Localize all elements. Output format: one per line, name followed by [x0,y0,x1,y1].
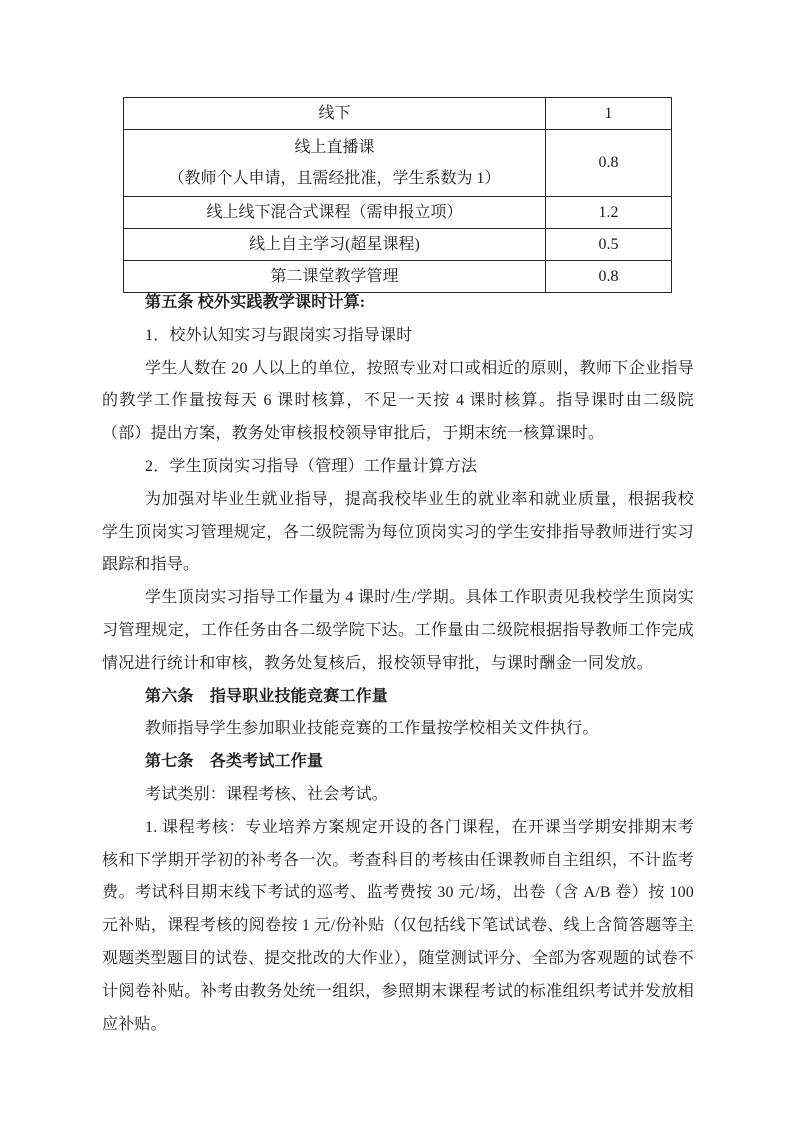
course-exam-paragraph: 1. 课程考核：专业培养方案规定开设的各门课程，在开课当学期安排期末考核和下学期开学初的补考各一次。考查科目的考核由任课教师自主组织，不计监考费。考试科目期末线下考试的巡考、监考费按 30 元/场，出卷（含 A/B 卷）按 100 元补贴，课程考核的阅卷按 1 元/份补贴（仅包括线下笔试试卷、线上含简答题等主观题类型题目的试卷、提交批改的大作业），随堂测试评分、全部为客观题的试卷不计阅卷补贴。补考由教务处统一组织，参照期末课程考试的标准组织考试并发放相应补贴。 [102,818,694,1033]
table-row [124,229,672,261]
item-1-paragraph: 学生人数在 20 人以上的单位，按照专业对口或相近的原则，教师下企业指导的教学工作量按每天 6 课时核算，不足一天按 4 课时核算。指导课时由二级院（部）提出方案，教务处审核报校领导审批后，于期末统一核算课时。 [102,359,694,443]
document-body [102,287,694,1041]
table-row [124,130,672,197]
coefficient-table [123,97,672,293]
coefficient-cell: 1.2 [546,197,672,229]
course-type-cell [124,229,546,261]
item-2-title: 2．学生顶岗实习指导（管理）工作量计算方法 [145,457,478,475]
course-type-cell [124,197,546,229]
course-type-label: 线上线下混合式课程（需申报立项） [206,204,463,221]
course-type-label: 线上直播课 [294,139,375,156]
item-1-title: 1．校外认知实习与跟岗实习指导课时 [145,326,413,344]
coefficient-cell: 1 [546,98,672,130]
coefficient-cell: 0.8 [546,261,672,293]
coefficient-cell: 0.8 [546,130,672,197]
course-type-note: （教师个人申请，且需经批准，学生系数为 1） [168,170,501,187]
table-row [124,197,672,229]
course-type-cell [124,98,546,130]
course-type-label: 线下 [318,105,351,122]
article-5-heading: 第五条 校外实践教学课时计算: [145,294,366,311]
item-2-paragraph-b: 学生顶岗实习指导工作量为 4 课时/生/学期。具体工作职责见我校学生顶岗实习管理规定，工作任务由各二级学院下达。工作量由二级院根据指导教师工作完成情况进行统计和审核，教务处复核后，报校领导审批，与课时酬金一同发放。 [102,589,694,672]
article-6-heading: 第六条 指导职业技能竞赛工作量 [145,687,389,705]
exam-types-line: 考试类别：课程考核、社会考试。 [145,785,389,803]
table-row [124,98,672,130]
course-type-label: 线上自主学习(超星课程) [249,236,420,253]
article-7-heading: 第七条 各类考试工作量 [145,753,324,771]
article-6-paragraph: 教师指导学生参加职业技能竞赛的工作量按学校相关文件执行。 [145,720,599,738]
course-type-label: 第二课堂教学管理 [270,268,399,285]
coefficient-cell: 0.5 [546,229,672,261]
course-type-cell [124,130,546,197]
item-2-paragraph-a: 为加强对毕业生就业指导，提高我校毕业生的就业率和就业质量，根据我校学生顶岗实习管理规定，各二级院需为每位顶岗实习的学生安排指导教师进行实习跟踪和指导。 [102,490,694,574]
